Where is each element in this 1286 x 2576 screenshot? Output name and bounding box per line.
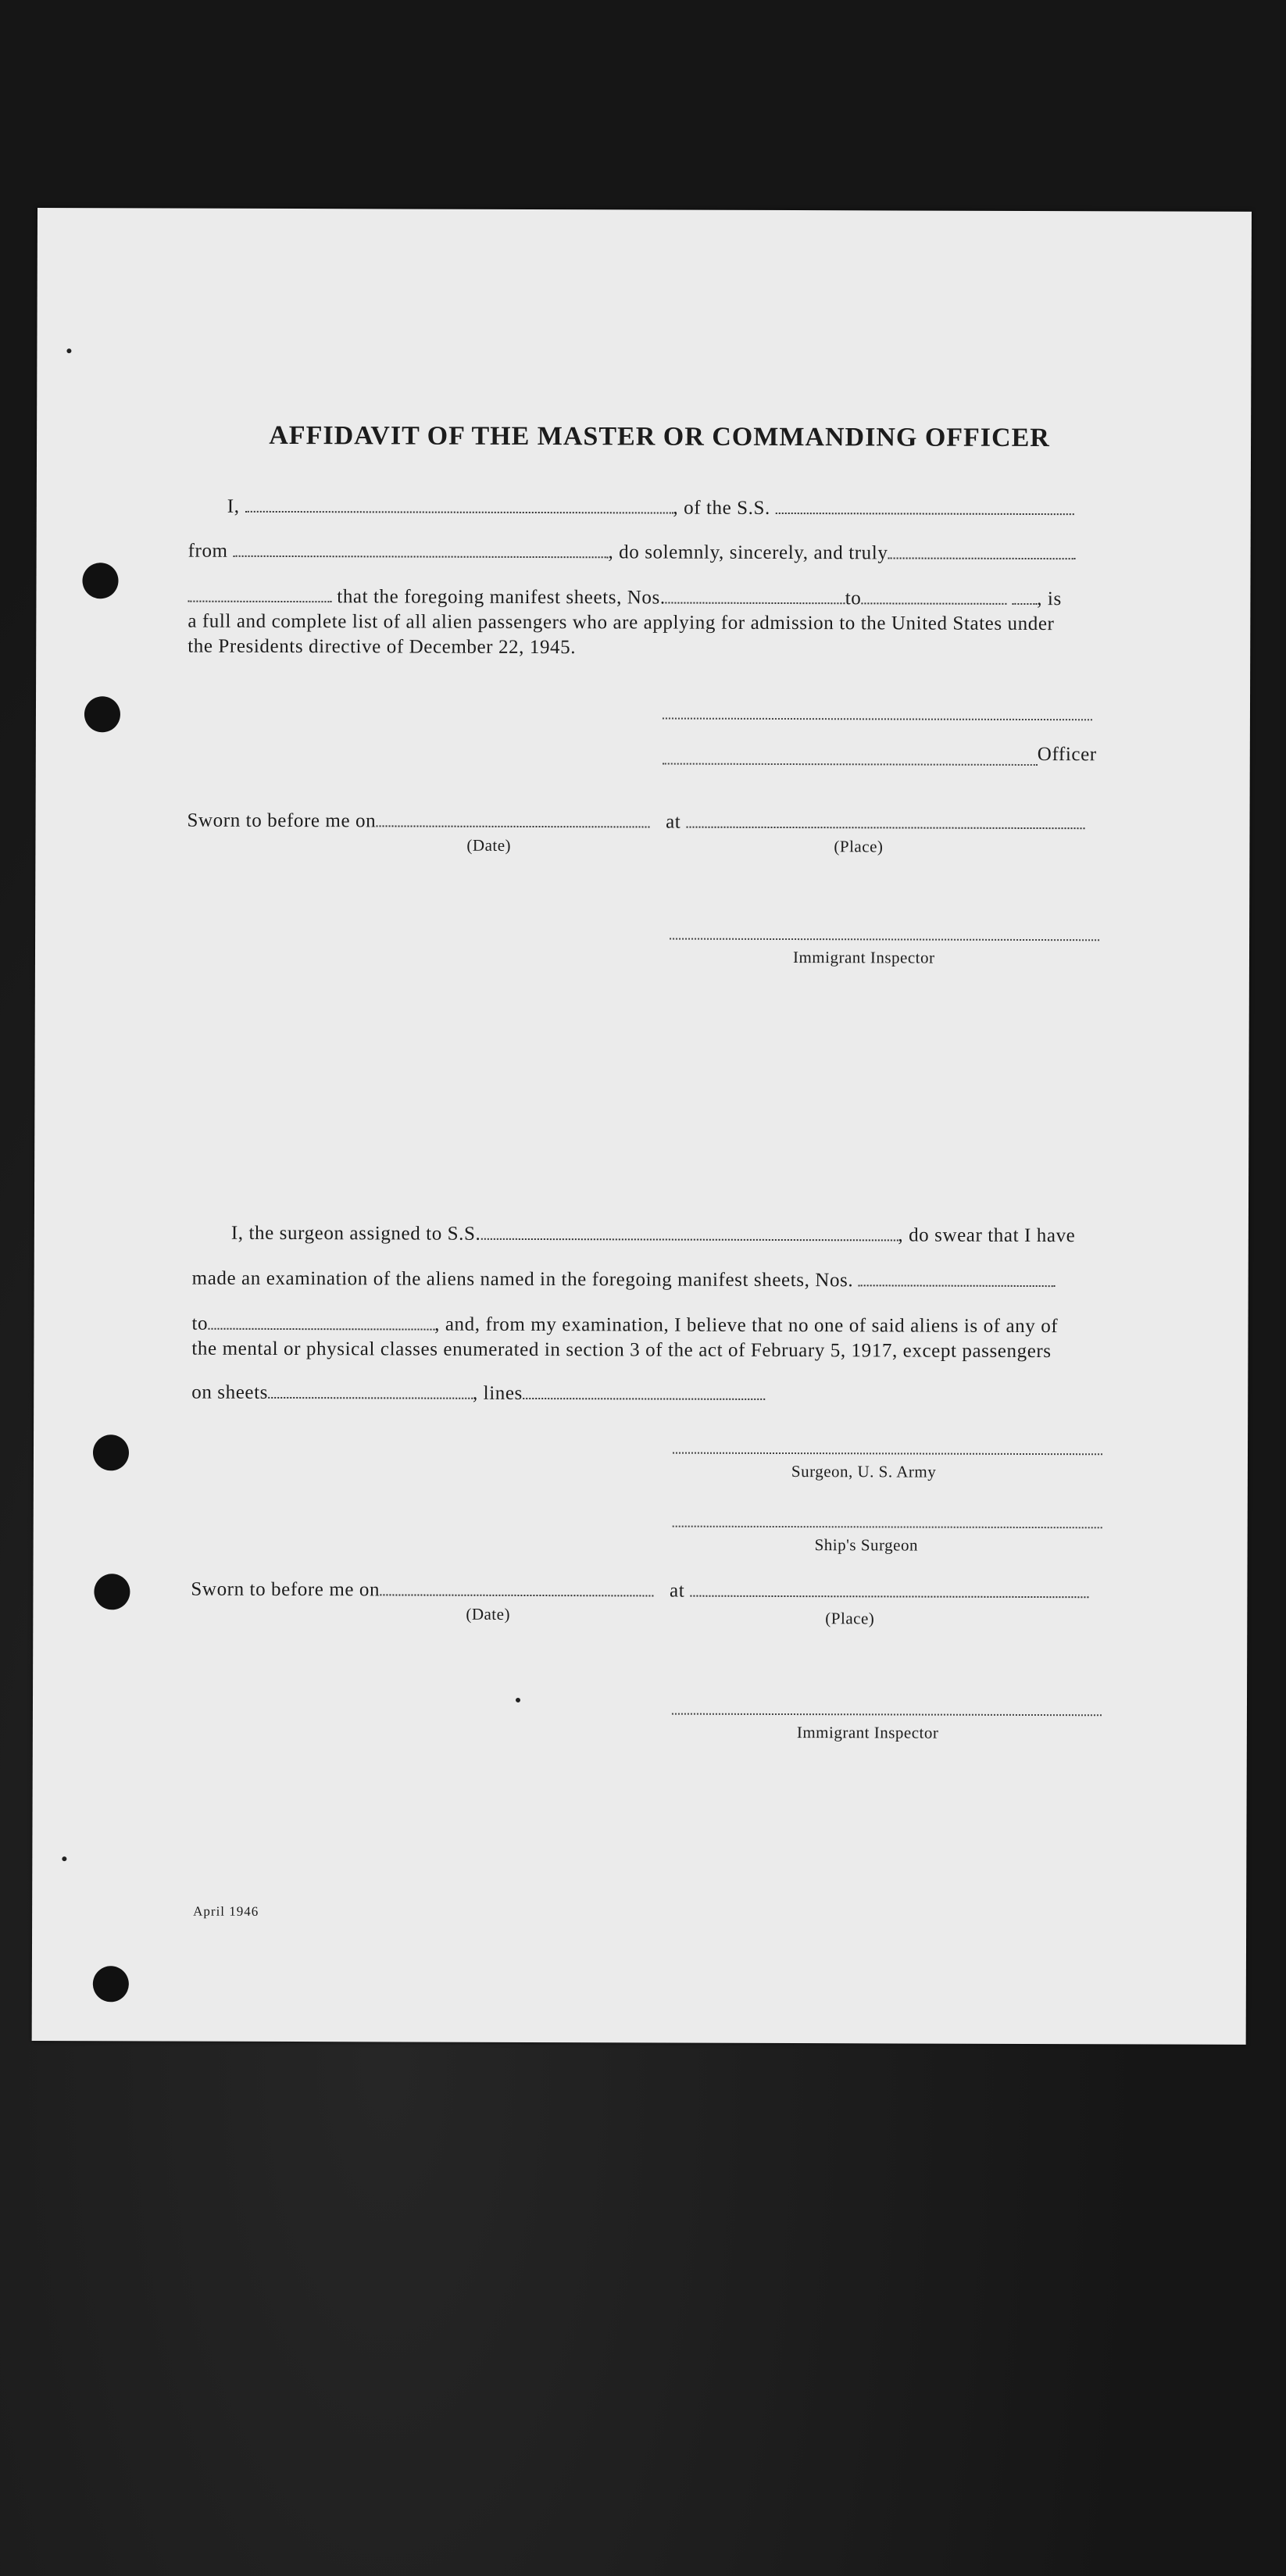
surgeon-ship-field[interactable] (480, 1238, 898, 1242)
army-surgeon-label: Surgeon, U. S. Army (791, 1462, 937, 1481)
ships-surgeon-signature-line[interactable] (673, 1526, 1102, 1529)
surgeon-line-3: to , and, from my examination, I believe that no one of said aliens is of any of (191, 1313, 1059, 1338)
master-signature-line[interactable] (663, 718, 1092, 721)
punch-hole (94, 1574, 130, 1610)
master-sworn-line: Sworn to before me on at (187, 810, 1084, 835)
surgeon-line-1: I, the surgeon assigned to S.S. , do swear that I have (230, 1222, 1076, 1247)
form-date-footer: April 1946 (193, 1903, 259, 1919)
master-line-2: from , do solemnly, sincerely, and truly (188, 541, 1076, 566)
master-sheets-from-field[interactable] (666, 602, 845, 605)
surgeon-sworn-place-field[interactable] (690, 1595, 1088, 1599)
master-inspector-label: Immigrant Inspector (792, 948, 935, 967)
master-name-field[interactable] (245, 511, 673, 514)
surgeon-line-2: made an examination of the aliens named in the foregoing manifest sheets, Nos. (192, 1268, 1056, 1292)
master-line-1: I, , of the S.S. (227, 496, 1074, 520)
master-line-4: a full and complete list of all alien passengers who are applying for admission to the United States under (188, 610, 1055, 635)
master-from-field[interactable] (233, 556, 608, 559)
punch-hole (84, 696, 120, 732)
affidavit-form-sheet (32, 208, 1252, 2045)
surgeon-line-4: the mental or physical classes enumerated in section 3 of the act of February 5, 1917, except passengers (191, 1338, 1052, 1363)
surgeon-inspector-signature-line[interactable] (672, 1713, 1102, 1717)
surgeon-sheets-to-field[interactable] (208, 1328, 434, 1331)
surgeon-date-label: (Date) (466, 1604, 511, 1624)
surgeon-line-5: on sheets , lines (191, 1382, 765, 1406)
army-surgeon-signature-line[interactable] (673, 1452, 1102, 1456)
punch-hole (93, 1434, 129, 1470)
surgeon-sworn-date-field[interactable] (380, 1594, 653, 1596)
master-line-5: the Presidents directive of December 22, 1945. (188, 635, 577, 659)
paper-speck (516, 1698, 520, 1702)
surgeon-lines-field[interactable] (523, 1398, 765, 1400)
master-sworn-date-field[interactable] (376, 825, 649, 827)
master-sheets-extra-field[interactable] (1012, 603, 1037, 605)
master-date-label: (Date) (466, 835, 512, 855)
punch-hole (93, 1966, 129, 2002)
master-place-label: (Place) (834, 837, 884, 856)
officer-signature-line[interactable] (663, 763, 1038, 766)
surgeon-inspector-label: Immigrant Inspector (796, 1723, 939, 1742)
surgeon-sheets-field[interactable] (268, 1397, 473, 1399)
master-sworn-place-field[interactable] (686, 827, 1084, 830)
page-title: AFFIDAVIT OF THE MASTER OR COMMANDING OFFICER (269, 420, 1050, 453)
master-truly-field[interactable] (888, 557, 1075, 559)
surgeon-place-label: (Place) (825, 1609, 875, 1628)
master-ship-field[interactable] (776, 513, 1074, 515)
master-line-3: that the foregoing manifest sheets, Nos. to , is (188, 586, 1061, 611)
master-sheets-to-field[interactable] (861, 602, 1006, 605)
master-oath-field[interactable] (188, 601, 331, 603)
surgeon-sheets-from-field[interactable] (859, 1284, 1056, 1287)
master-inspector-signature-line[interactable] (670, 938, 1099, 941)
paper-speck (62, 1856, 66, 1861)
paper-speck (66, 348, 71, 353)
surgeon-sworn-line: Sworn to before me on at (191, 1579, 1088, 1604)
officer-label: Officer (1037, 744, 1097, 766)
punch-hole (82, 563, 118, 598)
ships-surgeon-label: Ship's Surgeon (814, 1535, 919, 1555)
